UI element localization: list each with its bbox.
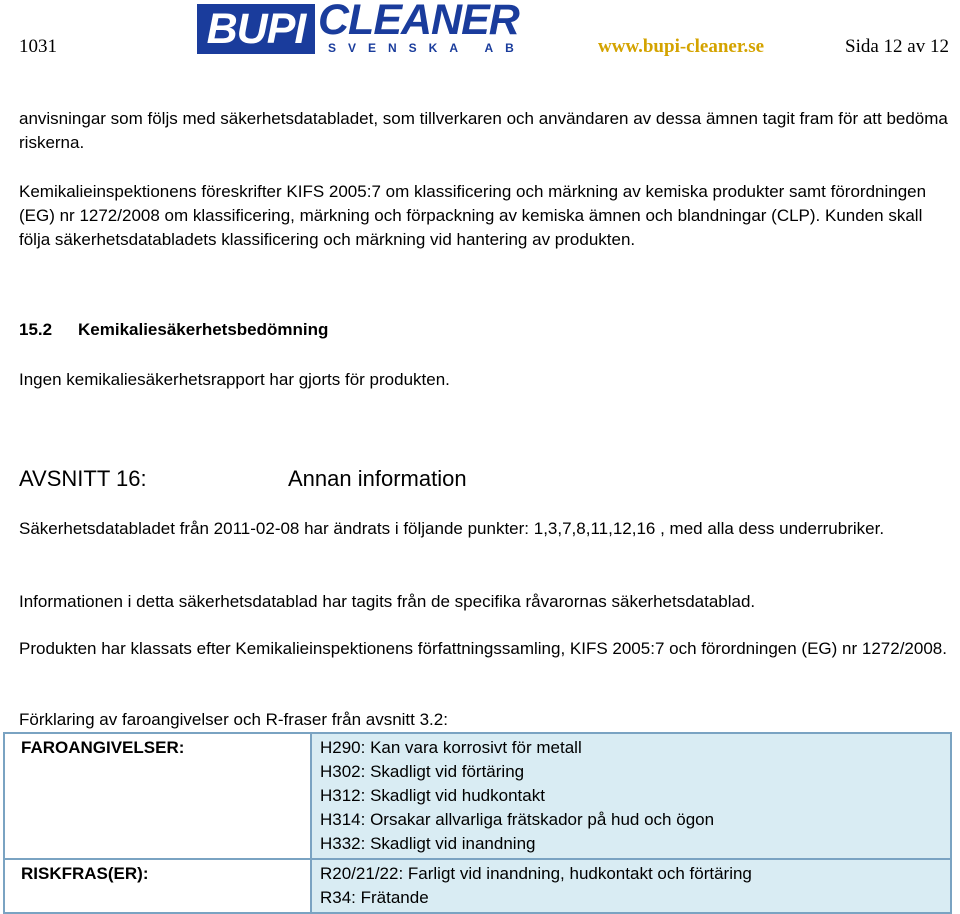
company-logo: BUPI (197, 4, 315, 54)
paragraph: Produkten har klassats efter Kemikalieinspektionens författningssamling, KIFS 2005:7 och förordningen (EG) nr 1272/2008. (19, 639, 947, 658)
paragraph: Ingen kemikaliesäkerhetsrapport har gjorts för produkten. (19, 370, 450, 389)
faro-label: FAROANGIVELSER: (4, 733, 311, 859)
hazard-table (3, 732, 952, 914)
doc-number: 1031 (19, 36, 57, 57)
paragraph: anvisningar som följs med säkerhetsdatabladet, som tillverkaren och användaren av dessa ämnen tagit fram för att bedöma riskerna. (19, 109, 948, 152)
paragraph: Kemikalieinspektionens föreskrifter KIFS 2005:7 om klassificering och märkning av kemiska produkter samt förordningen (EG) nr 1272/2008 om klassificering, märkning och förpackning av kemiska ämnen och blandningar (CLP). Kunden skall följa säkerhetsdatabladets klassificering och märkning vid hantering av produkten. (19, 182, 927, 249)
section-heading-label: AVSNITT 16: (19, 466, 147, 491)
list-item: H332: Skadligt vid inandning (320, 834, 536, 853)
website-link[interactable]: www.bupi-cleaner.se (598, 36, 765, 57)
list-item: H302: Skadligt vid förtäring (320, 762, 525, 781)
list-item: H314: Orsakar allvarliga frätskador på hud och ögon (320, 810, 715, 829)
risk-values (311, 859, 951, 913)
company-logo-text: CLEANER (318, 0, 519, 44)
section-heading-title: Annan information (288, 466, 467, 491)
list-item: H290: Kan vara korrosivt för metall (320, 738, 582, 757)
page-number: Sida 12 av 12 (845, 36, 949, 57)
paragraph: Informationen i detta säkerhetsdatablad har tagits från de specifika råvarornas säkerhetsdatablad. (19, 592, 756, 611)
paragraph: Förklaring av faroangivelser och R-fraser från avsnitt 3.2: (19, 710, 448, 729)
company-logo-subtitle: SVENSKA AB (328, 41, 526, 55)
faro-values (311, 733, 951, 859)
list-item: R20/21/22: Farligt vid inandning, hudkontakt och förtäring (320, 864, 752, 883)
paragraph: Säkerhetsdatabladet från 2011-02-08 har ändrats i följande punkter: 1,3,7,8,11,12,16 , med alla dess underrubriker. (19, 519, 885, 538)
risk-label: RISKFRAS(ER): (4, 859, 311, 913)
section-title: Kemikaliesäkerhetsbedömning (78, 320, 329, 339)
list-item: H312: Skadligt vid hudkontakt (320, 786, 545, 805)
list-item: R34: Frätande (320, 888, 429, 907)
section-number: 15.2 (19, 320, 53, 339)
